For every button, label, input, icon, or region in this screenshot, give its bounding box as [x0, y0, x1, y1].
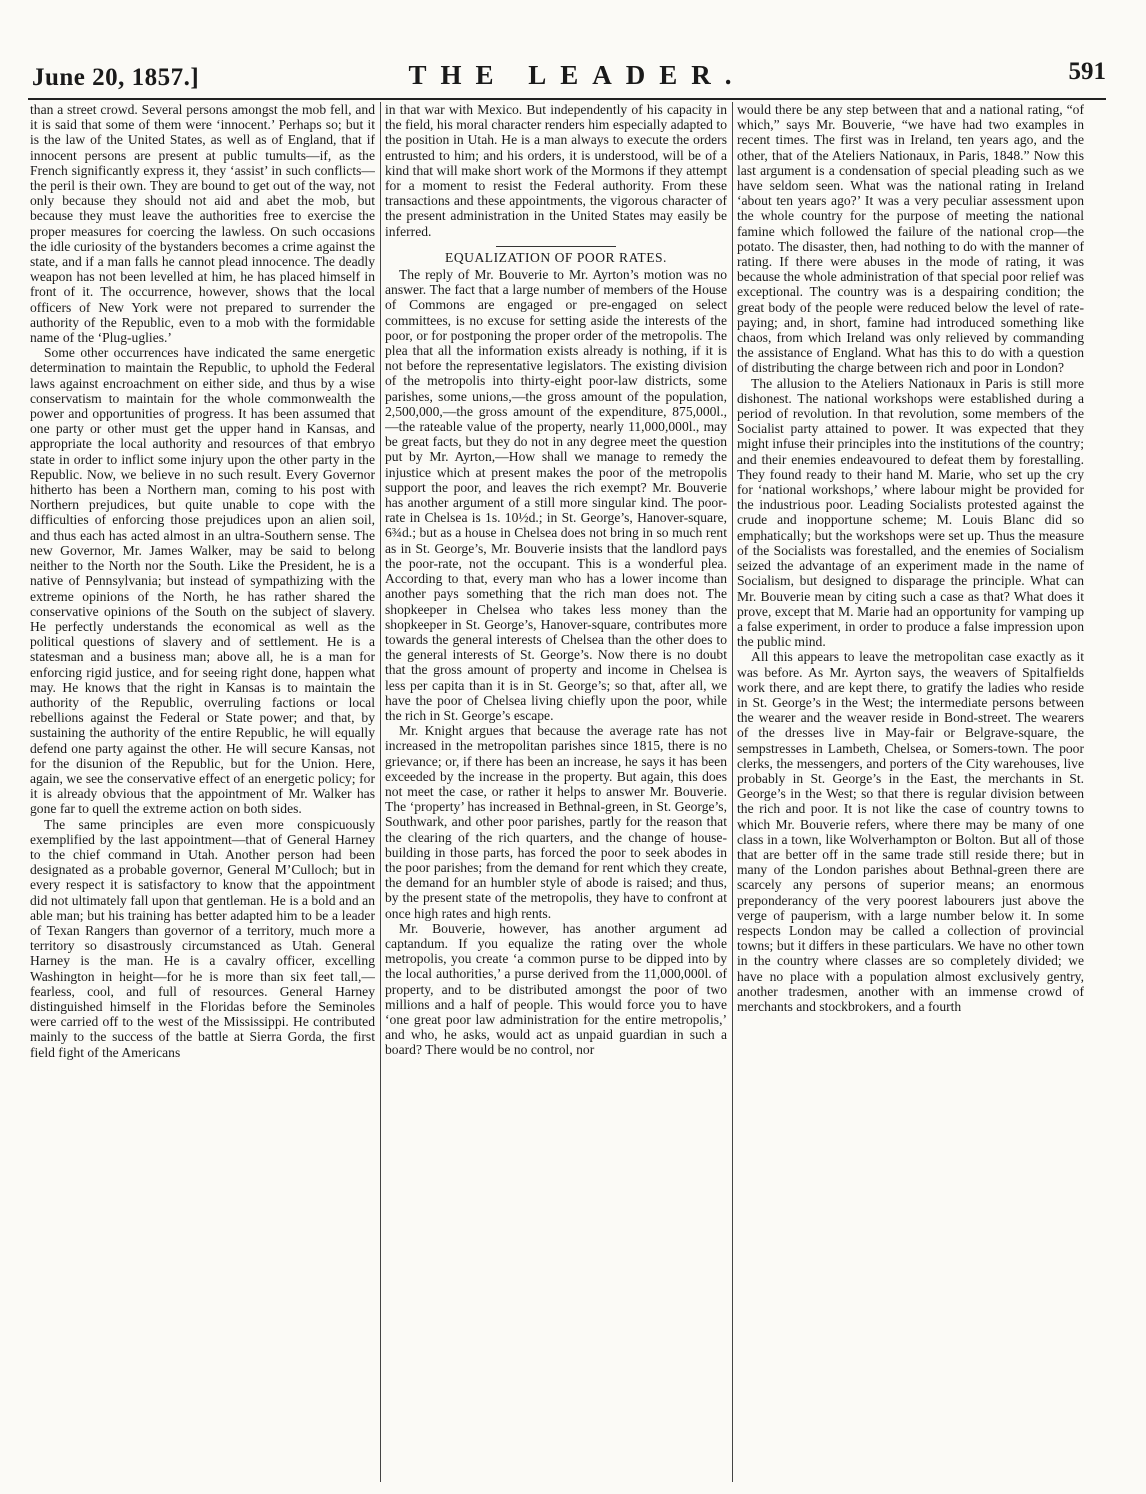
paragraph: All this appears to leave the metropolitan case exactly as it was before. As Mr. Ayrton says, the weavers of Spitalfields work there, and are kept there, to gratify the ladies who reside in St. George’s in the West; the intermediate persons between the wearer and the weaver reside in Bond-street. The wearers of the dresses live in May-fair or Belgrave-square, the sempstresses in Lambeth, Chelsea, or Somers-town. The poor clerks, the messengers, and porters of the City warehouses, live probably in St. George’s in the East, the merchants in St. George’s in the West; so that there is regular division between the rich and poor. It is not like the case of country towns to which Mr. Bouverie refers, where there may be many of one class in a town, like Wolverhampton or Bolton. But all of those that are better off in the same trade still reside there; but in many of the London parishes about Bethnal-green there are scarcely any persons of superior means; an enormous preponderancy of the very poorest labourers just above the verge of pauperism, with a large number below it. In some respects London may be called a collection of provincial towns; but it differs in these particulars. We have no other town in the country where classes are so completely divided; we have no place with a population almost exclusively gentry, another tradesmen, another with an immense crowd of merchants and stockbrokers, and a fourth: [737, 649, 1084, 1014]
page-number: 591: [1068, 58, 1106, 85]
issue-date: June 20, 1857.]: [32, 64, 200, 91]
section-rule: [496, 246, 616, 247]
paragraph: The allusion to the Ateliers Nationaux in Paris is still more dishonest. The national workshops were established during a period of revolution. In that revolution, some members of the Socialist party attained to power. It was expected that they might infuse their principles into the institutions of the country; and their enemies endeavoured to defeat them by forestalling. They found ready to their hand M. Marie, who set up the cry for ‘national workshops,’ where labour might be provided for the industrious poor. Leading Socialists protested against the crude and inopportune scheme; M. Louis Blanc did so emphatically; but the workshops were set up. Thus the measure of the Socialists was forestalled, and the enemies of Socialism seized the advantage of an experiment made in the name of Socialism, but designed to disparage the principle. What can Mr. Bouverie mean by citing such a case as that? What does it prove, except that M. Marie had an opportunity for vamping up a false experiment, in order to produce a false impression upon the public mind.: [737, 375, 1084, 650]
column-divider: [732, 102, 733, 1482]
paragraph: The same principles are even more conspicuously exemplified by the last appointment—that of General Harney to the chief command in Utah. Another person had been designated as a probable governor, General M’Culloch; but in every respect it is satisfactory to know that the appointment did not ultimately fall upon that gentleman. He is a bold and an able man; but his training has better adapted him to be a leader of Texan Rangers than governor of a territory, much more a territory so disastrously circumstanced as Utah. General Harney is the man. He is a cavalry officer, excelling Washington in height—for he is more than six feet tall,—fearless, cool, and full of resources. General Harney distinguished himself in the Floridas before the Seminoles were carried off to the west of the Mississippi. He contributed mainly to the success of the battle at Sierra Gorda, the first field fight of the Americans: [30, 816, 375, 1060]
paragraph: would there be any step between that and a national rating, “of which,” says Mr. Bouverie, “we have had two examples in recent times. The first was in Ireland, ten years ago, and the other, that of the Ateliers Nationaux, in Paris, 1848.” Now this last argument is a condensation of special pleading such as we have seldom seen. What was the national rating in Ireland ‘about ten years ago?’ It was a very peculiar assessment upon the whole country for the purpose of meeting the national famine which followed the failure of the national crop—the potato. The disaster, then, had nothing to do with the manner of rating. If there were abuses in the mode of rating, it was because the whole administration of that special poor relief was exceptional. The country was is a despairing condition; the great body of the people were reduced below the level of rate-paying; and, in short, famine had introduced something like chaos, from which Ireland was only relieved by commanding the assistance of England. What has this to do with a question of distributing the charge between rich and poor in London?: [737, 102, 1084, 376]
column-2: [385, 102, 727, 1477]
paragraph: in that war with Mexico. But independently of his capacity in the field, his moral character renders him especially adapted to the position in Utah. He is a man always to execute the orders entrusted to him; and his orders, it is understood, will be of a kind that will make short work of the Mormons if they attempt for a moment to resist the Federal authority. From these transactions and these appointments, the vigorous character of the present administration in the United States may easily be inferred.: [385, 102, 727, 239]
section-heading: EQUALIZATION OF POOR RATES.: [445, 249, 667, 265]
paragraph: Some other occurrences have indicated the same energetic determination to maintain the Republic, to uphold the Federal laws against encroachment on either side, and thus by a wise conservatism to maintain for the whole commonwealth the power and opportunities of progress. It has been assumed that one party or other must get the upper hand in Kansas, and appropriate the local authority and resources of that embryo state in order to inflict some injury upon the other party in the Republic. Now, we believe in no such result. Every Governor hitherto has been a Northern man, coming to his post with Northern prejudices, but quite unable to cope with the difficulties of enforcing those prejudices upon an alien soil, and thus each has acted almost in an ultra-Southern sense. The new Governor, Mr. James Walker, may be said to belong neither to the North nor the South. Like the President, he is a native of Pennsylvania; but instead of sympathizing with the extreme opinions of the North, he has rather shared the conservative opinions of the South on the subject of slavery. He perfectly understands the economical as well as the political questions of slavery and of settlement. He is a statesman and a business man; above all, he is a man for enforcing rigid justice, and for seeing right done, happen what may. He knows that the right in Kansas is to maintain the authority of the Republic, overruling factions or local rebellions against the Federal or State power; and that, by sustaining the authority of the entire Republic, he will equally defend one party against the other. He will secure Kansas, not for the disunion of the Republic, but for the Union. Here, again, we see the conservative effect of an energetic policy; for it is already obvious that the appointment of Mr. Walker has gone far to quell the extreme action on both sides.: [30, 345, 375, 817]
column-3: [737, 102, 1084, 1477]
paragraph: The reply of Mr. Bouverie to Mr. Ayrton’s motion was no answer. The fact that a large number of members of the House of Commons are engaged or pre-engaged on select committees, is no excuse for setting aside the interests of the poor, or for postponing the proper order of the metropolis. The plea that all the information exists already is nothing, if it is not before the representative legislators. The existing division of the metropolis into thirty-eight poor-law districts, some parishes, some unions,—the gross amount of the population, 2,500,000,—the gross amount of the expenditure, 875,000l., —the rateable value of the property, nearly 11,000,000l., may be great facts, but they do not in any degree meet the question put by Mr. Ayrton,—How shall we manage to remedy the injustice which at present makes the poor of the metropolis support the poor, and leaves the rich exempt? Mr. Bouverie has another argument of a still more singular kind. The poor-rate in Chelsea is 1s. 10½d.; in St. George’s, Hanover-square, 6¾d.; but as a house in Chelsea does not bring in so much rent as in St. George’s, Mr. Bouverie insists that the landlord pays the poor-rate, not the occupant. This is a wonderful plea. According to that, every man who has a lower income than another pays something that the rich man does not. The shopkeeper in Chelsea who takes less money than the shopkeeper in St. George’s, Hanover-square, contributes more towards the general interests of Chelsea than the other does to the general interests of St. George’s. Now there is no doubt that the gross amount of property and income in Chelsea is less per capita than it is in St. George’s; so that, after all, we have the poor of Chelsea living chiefly upon the poor, while the rich in St. George’s escape.: [385, 267, 727, 723]
paper-title: THE LEADER.: [408, 60, 746, 90]
column-1: [30, 102, 375, 1477]
masthead: [28, 52, 1106, 98]
paragraph: Mr. Bouverie, however, has another argument ad captandum. If you equalize the rating over the whole metropolis, you create ‘a common purse to be dipped into by the local authorities,’ a purse derived from the 11,000,000l. of property, and to be distributed amongst the poor of two millions and a half of people. This would force you to have ‘one great poor law administration for the entire metropolis,’ and who, he asks, would act as unpaid guardian in such a board? There would be no control, nor: [385, 920, 727, 1058]
header-rule: [28, 98, 1106, 100]
column-divider: [380, 102, 381, 1482]
paragraph: than a street crowd. Several persons amongst the mob fell, and it is said that some of them were ‘innocent.’ Perhaps so; but it is the law of the United States, as well as of England, that if innocent persons are present at public tumults—if, as the French significantly express it, they ‘assist’ in such conflicts—the peril is their own. They are bound to get out of the way, not only because they should not aid and abet the mob, but because they must leave the authorities free to exercise the proper measures for coercing the lawless. On such occasions the idle curiosity of the bystanders becomes a crime against the state, and if a man falls he cannot plead innocence. The deadly weapon has not been levelled at him, he has placed himself in front of it. The occurrence, however, shows that the local officers of New York were not prepared to surrender the authority of the Republic, even to a mob with the formidable name of the ‘Plug-uglies.’: [30, 102, 375, 346]
paragraph: Mr. Knight argues that because the average rate has not increased in the metropolitan parishes since 1815, there is no grievance; or, if there has been an increase, he says it has been exceeded by the increase in the property. But again, this does not meet the case, or rather it helps to answer Mr. Bouverie. The ‘property’ has increased in Bethnal-green, in St. George’s, Southwark, and other poor parishes, partly for the reason that the clearing of the rich quarters, and the change of house-building in those parts, has forced the poor to seek abodes in the poor parishes; from the demand for rent which they create, the demand for an humbler style of abode is raised; and thus, by the present state of the metropolis, they have to confront at once high rates and high rents.: [385, 723, 727, 921]
